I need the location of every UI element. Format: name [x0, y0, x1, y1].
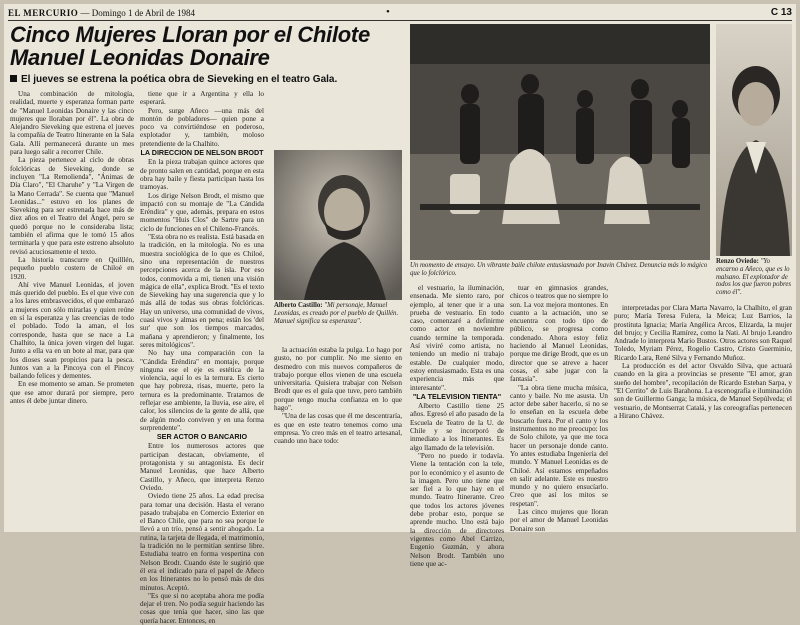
- paragraph: tuar en gimnasios grandes, chicos o teatros que no siempre lo son. La voz mejora montones. En cuanto a la actuación, uno se encuentra con todo tipo de público, se progresa como condenado. Ahora estoy feliz haciendo al Manuel Leonidas, porque me dirige Brodt, que es un director que se atreve a hacer cosas, el sabe jugar con la fantasía".: [510, 284, 609, 384]
- paragraph: No hay una comparación con la "Cándida Eréndira" en montaje, porque ninguna ese el eje es estética de la violencia, aquí lo es la ternura. Es cierto que hay pobreza, risas, muerte, pero la ternura es la predominante. Tratamos de reflejar ese ambiente, la lluvia, ese aire, el calor, los silencios de la gente de allá, que de algún modo conviven y en una forma sorprendente".: [140, 349, 264, 432]
- article-column-2: [140, 90, 264, 625]
- caption-text: "Mi personaje, Manuel Leonidas, es creado por el pueblo de Quillén. Manuel significa su esperanza".: [274, 302, 399, 325]
- newspaper-page: [4, 4, 796, 625]
- paragraph: La producción es del actor Osvaldo Silva, que actuará cuando en la gira a provincias se presente "El amor, gran sueño del hombre", recopilación de Ricardo Esteban Sarpa, y "El Cerrito" de Luis Barahona. La escenografía e iluminación son de Guillermo Ganga; la música, de Manuel Sepúlveda; el vestuario, de Montserrat Catalá, y las coreografías pertenecen a Hirano Chávez.: [614, 362, 792, 420]
- paragraph: "Pero no puedo ir todavía. Viene la tentación con la tele, por lo económico y el asunto de la imagen. Pero uno tiene que ser fiel a lo que hay en el mundo. Teatro Itinerante. Creo que todos los actores jóvenes debe probar esto, porque se aprende mucho. Uno está bajo la dirección de directores vigentes como Abel Carrizo, Eugenio Guzmán, y ahora Nelson Brodt. También uno tiene que ac-: [410, 451, 504, 568]
- paragraph: Entre los numerosos actores que participan destacan, obviamente, el protagonista y su antagonista. Es decir Manuel Leonidas, que hace Alberto Castillo, y Añeco, que interpreta Renzo Oviedo.: [140, 442, 264, 492]
- paragraph: Pero, surge Añeco —una más del montón de pobladores— quien pone a poco va convirtiéndose en poderoso, explotador y, también, moloso pretendiente de la Chalhito.: [140, 106, 264, 148]
- article-column-1: [10, 90, 134, 530]
- paragraph: Las cinco mujeres que lloran por el amor de Manuel Leonidas Donaire son: [510, 508, 608, 533]
- photo-renzo-oviedo: [716, 24, 792, 256]
- caption-name: Renzo Oviedo:: [716, 258, 759, 265]
- photo-caption-alberto: [274, 302, 402, 344]
- photo-rehearsal: [410, 24, 710, 260]
- paragraph: interpretadas por Clara Marta Navarro, la Chalhito, el gran puro; María Teresa Fulera, la Meica; Luz Barrios, la prostituta Ignacia; María Angélica Arcos, Elizarda, la mujer del brujo; y Cecilia Ramírez, como la Nati. Al brujo Leandro Andrade lo interpreta Mario Bustos. Otros actores son Raquel Toledo, Myriam Pérez, Rogelio Castro, Cristo Guerminio, Ricardo Lara, René Silva y Fernando Muñoz.: [614, 304, 792, 362]
- paragraph: la actuación estaba la pulga. Lo hago por gusto, no por cumplir. No me siento en desmedro con mis nuevos compañeros de trabajo porque ellos vienen de una escuela universitaria. Quisiera trabajar con Nelson Brodt que es el guía que tuve, pero también porque tengo mucha confianza en lo que hago".: [274, 346, 402, 413]
- issue-date: — Domingo 1 de Abril de 1984: [80, 8, 196, 18]
- paragraph: La historia transcurre en Quilllén, pequeño pueblo costero de Chiloé en 1920.: [10, 255, 134, 281]
- paragraph: La pieza pertenece al ciclo de obras folclóricas de Sieveking, donde se incluyen "La Remolienda", "Ánimas de Día Claro", "El Charuhe" y "La Virgen de la Mano Cerrada". Se cuenta que "Manuel Leonidas..." estuvo en los planes de Sieveking para ser estrenada hace más de diez años en el Teatro del Ángel, pero se quedó porque no le consideraba lista; también el afirma que le tomó 15 años terminarla y que para este estreno absoluto revisó acuciosamente el texto.: [10, 156, 134, 256]
- paragraph: "Es que si no aceptaba ahora me podía dejar el tren. No podía seguir haciendo las cosas que tenía que hacer, sino las que quería hacer. Entonces, en: [140, 591, 264, 625]
- headline: Cinco Mujeres Lloran por el Chilote Manuel Leonidas Donaire: [10, 22, 370, 70]
- paragraph: Oviedo tiene 25 años. La edad precisa para tomar una decisión. Hasta el verano pasado trabajaba en Comercio Exterior en el Banco Chile, que para no sea porque le llevó a un trío, pensó a sentir ahogado. La rutina, la tarjeta de llegada, el matrimonio, la tradición no le permitían sentirse libre. Estudiaba teatro en forma vespertina con Nelson Brodt. Cuando éste le sugirió que él era el indicado para el papel de Añeco en los Itinerantes no lo pensó más de dos minutos. Aceptó.: [140, 492, 264, 592]
- paragraph: el vestuario, la iluminación, ensenada. Me siento raro, por ejemplo, al tener que ir a una prueba de vestuario. En todo caso, comenzaré a definirme como actor en noviembre cuando termine la temporada. Así viviré como artista, no teniendo un medio ni trabajo estable. De cualquier modo, estoy entusiasmado. Esta es una experiencia más que interesante".: [410, 284, 504, 392]
- caption-name: Alberto Castillo:: [274, 302, 323, 309]
- section-heading: LA DIRECCION DE NELSON BRODT: [140, 148, 264, 158]
- article-column-4: [410, 284, 504, 568]
- paragraph: En ese momento se aman. Se prometen que ese amor durará por siempre, pero antes él debe juntar dinero.: [10, 380, 134, 405]
- portrait-photo-icon: [274, 150, 402, 300]
- photo-caption-rehearsal: [410, 262, 710, 280]
- masthead: [8, 6, 792, 21]
- photo-caption-renzo: [716, 258, 792, 302]
- paragraph: Alberto Castillo tiene 25 años. Egresó el año pasado de la Escuela de Teatro de la U. de Chile y se incorporó de inmediato a los Itinerantes. Es algo llamado de la televisión.: [410, 402, 504, 452]
- paragraph: En la pieza trabajan quince actores que de pronto salen en cantidad, porque en esta obra hay baile y fiesta participan hasta los tramoyas.: [140, 158, 264, 192]
- section-heading: SER ACTOR O BANCARIO: [156, 432, 248, 442]
- article-column-5: [510, 284, 609, 533]
- rehearsal-photo-icon: [410, 24, 710, 260]
- newspaper-name: EL MERCURIO: [8, 8, 79, 18]
- caption-text: "Yo encarno a Añeco, que es lo malsano. El explotador de todos los que fueron pobres como él".: [716, 258, 792, 297]
- photo-alberto-castillo: [274, 150, 402, 300]
- caption-text: Un momento de ensayo. Un vibrante baile chilote entusiasmado por Inavin Chávez. Denuncia más lo mágico que lo folclórico.: [410, 262, 708, 277]
- paragraph: "La obra tiene mucha música, canto y baile. No me asusta. Un actor debe saber hacerlo, si no se lo enseñan en la escuela debe buscarlo fuera. Por el canto y los instrumentos no me preocupo: los de Solo chilote, ya que me toca hacer un personaje donde canto. Yo antes estudiaba Ingeniería del mundo. Y Manuel Leonidas es de Chiloé. Así estamos empeñados en salir adelante. Este es nuestro mundo y no quiero ensucíarlo. Creo que así los mitos se respetan".: [510, 383, 608, 508]
- section-heading: "LA TELEVISION TIENTA": [412, 391, 502, 401]
- paragraph: Los dirige Nelson Brodt, el mismo que impactó con su montaje de "La Cándida Eréndira" y que, además, prepara en estos momentos "Huis Clos" de Sartre para un ciclo de funciones en el Chileno-Francés.: [140, 191, 264, 233]
- masthead-left: [8, 8, 195, 18]
- paragraph: Ahí vive Manuel Leonidas, el joven más querido del pueblo. Es el que vive con a los lares embrasvecidos, el que embarazó a mujeres con sólo mirarlas y quien reúne en sí la esperanza y las creencias de todo el poblado. Todo la aman, el los corresponde, hasta que se nace a La Chalhito, la única joven virgen del lugar. Junto a ella va en un bote al mar, para que los dioses sean propicios para la pesca. Juntos van a la Pincoya con el Pincoy bailando felices y dementes.: [10, 280, 134, 381]
- masthead-bullet-icon: •: [386, 6, 390, 18]
- paragraph: "Una de las cosas que él me descentraría, es que en este teatro tenemos como una empresa. Yo creo más en el teatro artesanal, cuando uno hace todo:: [274, 412, 402, 446]
- page-number: C 13: [770, 7, 792, 18]
- article-column-3: [274, 346, 402, 530]
- paragraph: "Esta obra no es realista. Está basada en la tradición, en la mitología. No es una muestra sociológica de lo que es Chiloé, sino una representación de nuestros percepciones acerca de la isla. Por eso todos, conmovida a mi, tienen una visión mágica de ella", explica Brodt. "Es el texto de Sieveking hay una sugerencia que y lo más allá de todas sus obras folclóricas. Hay un universo, una comunidad de vivos, cuasi vivos y almas en pena; están los 'del sur' que son los tiempos marcados, mañana y aprendieron; y finalmente, los seres mitológicos".: [140, 233, 264, 349]
- paragraph: tiene que ir a Argentina y ella lo esperará.: [140, 90, 264, 107]
- article-column-6: [614, 304, 792, 530]
- subheadline: El jueves se estrena la poética obra de Sieveking en el teatro Gala.: [10, 74, 402, 85]
- paragraph: Una combinación de mitología, realidad, muerte y esperanza forman parte de "Manuel Leonidas Donaire y las cinco mujeres que lloraban por él". La obra de Alejandro Sieveking que estrena el jueves la compañía de Teatro Itinerante en la Sala Gala. Allí permanecerá durante un mes para luego salir a recorrer Chile.: [10, 90, 134, 157]
- portrait-photo-icon: [716, 24, 792, 256]
